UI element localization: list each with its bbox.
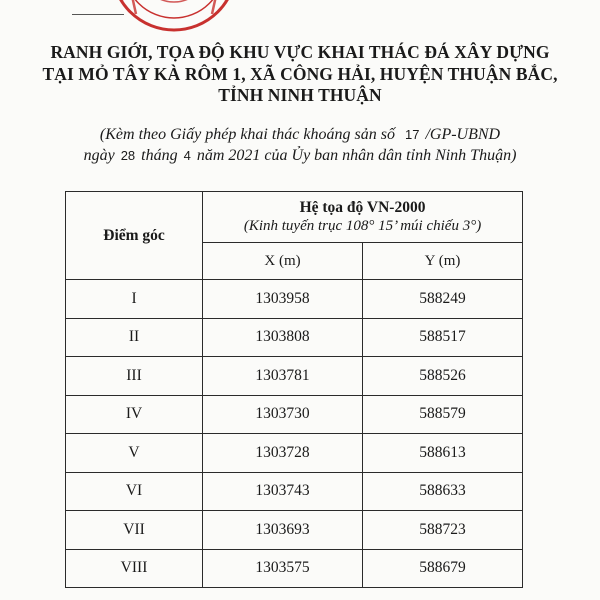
license-suffix: /GP-UBND (425, 126, 501, 143)
coordinate-system-header (203, 192, 523, 243)
x-cell: 1303781 (203, 357, 363, 396)
x-cell: 1303808 (203, 318, 363, 357)
x-cell: 1303575 (203, 549, 363, 588)
table-row (66, 549, 523, 588)
title-line-3: TỈNH NINH THUẬN (218, 85, 382, 105)
point-cell: I (66, 280, 203, 319)
x-column-header: X (m) (203, 243, 363, 280)
table-row (66, 511, 523, 550)
table-row (66, 472, 523, 511)
point-cell: IV (66, 395, 203, 434)
date-day: 28 (120, 148, 136, 163)
point-cell: VIII (66, 549, 203, 588)
document-title (0, 42, 600, 107)
attachment-prefix: (Kèm theo Giấy phép khai thác khoáng sản số (99, 126, 395, 143)
point-cell: V (66, 434, 203, 473)
y-cell: 588579 (363, 395, 523, 434)
point-cell: VII (66, 511, 203, 550)
attachment-line-2 (0, 145, 600, 166)
point-cell: III (66, 357, 203, 396)
title-line-2: TẠI MỎ TÂY KÀ RÔM 1, XÃ CÔNG HẢI, HUYỆN THUẬN BẮC, (42, 63, 558, 84)
title-line-1: RANH GIỚI, TỌA ĐỘ KHU VỰC KHAI THÁC ĐÁ XÂY DỰNG (50, 42, 550, 62)
coordinate-system-name: Hệ tọa độ VN-2000 (299, 199, 426, 216)
attachment-line-1 (0, 124, 600, 145)
corner-point-header: Điểm góc (66, 192, 203, 280)
y-column-header: Y (m) (363, 243, 523, 280)
month-label: tháng (141, 147, 178, 164)
y-cell: 588517 (363, 318, 523, 357)
y-cell: 588633 (363, 472, 523, 511)
attachment-note (0, 124, 600, 166)
point-cell: II (66, 318, 203, 357)
y-cell: 588723 (363, 511, 523, 550)
y-cell: 588526 (363, 357, 523, 396)
point-cell: VI (66, 472, 203, 511)
x-cell: 1303958 (203, 280, 363, 319)
x-cell: 1303743 (203, 472, 363, 511)
x-cell: 1303730 (203, 395, 363, 434)
date-month: 4 (183, 148, 191, 163)
red-seal-stamp (108, 0, 240, 42)
x-cell: 1303693 (203, 511, 363, 550)
table-row (66, 395, 523, 434)
coordinates-table (65, 191, 523, 588)
table-row (66, 434, 523, 473)
date-prefix: ngày (83, 147, 115, 164)
y-cell: 588679 (363, 549, 523, 588)
table-row (66, 357, 523, 396)
license-number: 17 (404, 127, 420, 142)
year-text: năm 2021 của Ủy ban nhân dân tỉnh Ninh Thuận) (196, 147, 517, 164)
table-row (66, 318, 523, 357)
y-cell: 588249 (363, 280, 523, 319)
coordinate-system-detail: (Kinh tuyến trục 108° 15’ múi chiếu 3°) (243, 218, 482, 234)
x-cell: 1303728 (203, 434, 363, 473)
y-cell: 588613 (363, 434, 523, 473)
table-row (66, 280, 523, 319)
